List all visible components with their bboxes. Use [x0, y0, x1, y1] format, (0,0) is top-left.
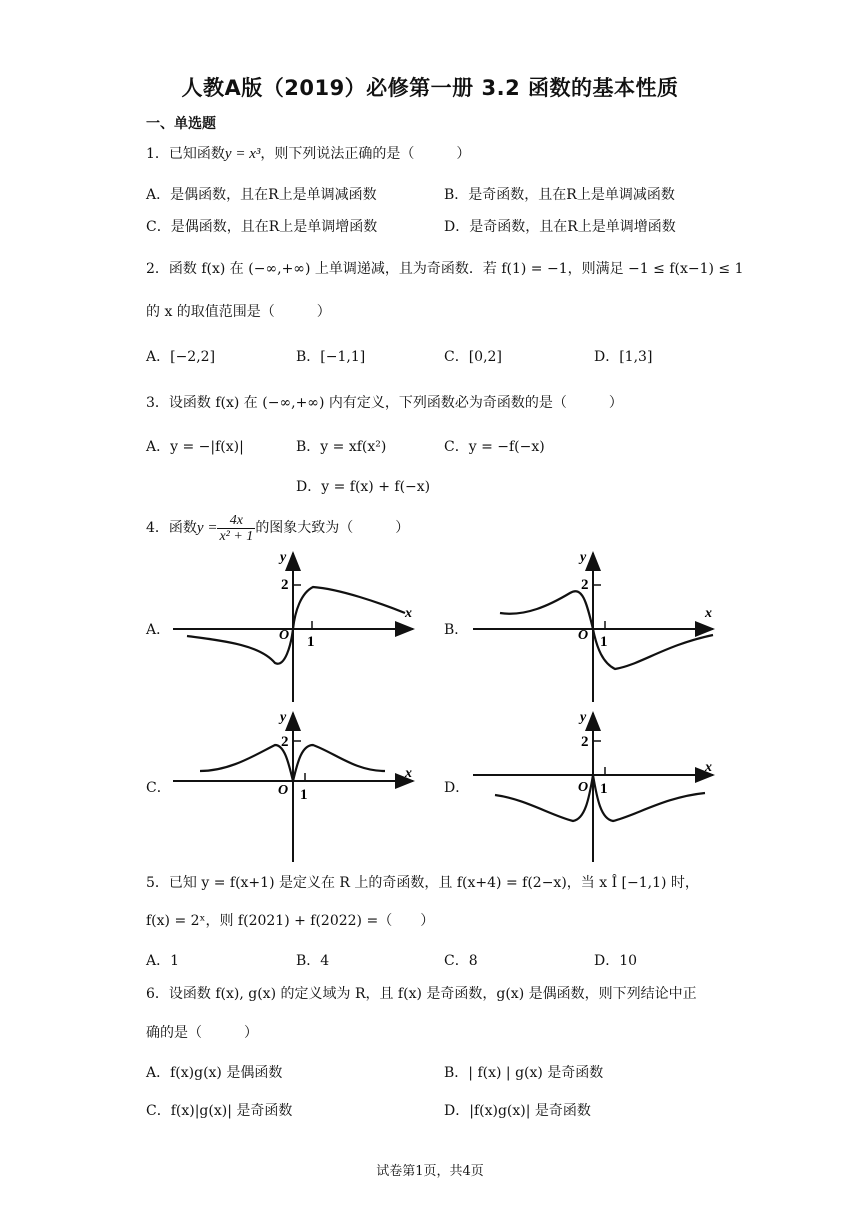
y-axis-label: y: [580, 710, 587, 725]
y-axis-label: y: [280, 710, 287, 725]
q5-option-b[interactable]: B．4: [296, 953, 330, 969]
q5-option-d[interactable]: D．10: [594, 953, 638, 969]
q4-stem-suffix: 的图象大致为（ ）: [255, 520, 410, 536]
q4-graph-a[interactable]: [165, 545, 420, 705]
q3-stem: 3．设函数 f(x) 在 (−∞,+∞) 内有定义，下列函数必为奇函数的是（ ）: [146, 395, 623, 411]
q4-graph-c[interactable]: [165, 705, 420, 865]
q5-option-a[interactable]: A．1: [146, 953, 180, 969]
q2-option-b[interactable]: B．[−1,1]: [296, 349, 366, 365]
x-axis-label: x: [705, 760, 712, 775]
page-title: 人教A版（2019）必修第一册 3.2 函数的基本性质: [181, 76, 679, 100]
q1-stem-suffix: ，则下列说法正确的是（ ）: [260, 146, 471, 162]
q5-stem-line2: f(x) = 2ˣ，则 f(2021) + f(2022) =（ ）: [146, 913, 435, 929]
q1-option-c[interactable]: C．是偶函数，且在R上是单调增函数: [146, 219, 378, 235]
x-tick-label: 1: [600, 634, 608, 650]
q3-option-d[interactable]: D．y = f(x) + f(−x): [296, 479, 431, 495]
q2-stem-line1: 2．函数 f(x) 在 (−∞,+∞) 上单调递减，且为奇函数．若 f(1) = −1，则满足 −1 ≤ f(x−1) ≤ 1: [146, 261, 744, 277]
x-axis-label: x: [705, 606, 712, 621]
origin-label: O: [578, 628, 589, 643]
q4-graph-b[interactable]: [465, 545, 720, 705]
x-axis-label: x: [405, 606, 412, 621]
q4-fraction-numerator: 4x: [217, 513, 255, 529]
y-tick-label: 2: [581, 577, 589, 593]
q6-stem-line1: 6．设函数 f(x), g(x) 的定义域为 R，且 f(x) 是奇函数，g(x) 是偶函数，则下列结论中正: [146, 986, 697, 1002]
q4-option-d-label[interactable]: D．: [444, 780, 470, 796]
q1-stem-prefix: 1．已知函数: [146, 146, 225, 162]
q6-stem-line2: 确的是（ ）: [146, 1025, 258, 1041]
q4-fraction: [217, 513, 255, 544]
q4-fraction-denominator: x² + 1: [219, 528, 254, 544]
y-tick-label: 2: [581, 734, 589, 750]
q4-option-b-label[interactable]: B．: [444, 622, 469, 638]
q6-option-d[interactable]: D．|f(x)g(x)| 是奇函数: [444, 1103, 591, 1119]
q5-option-c[interactable]: C．8: [444, 953, 478, 969]
y-axis-label: y: [580, 550, 587, 565]
q2-option-d[interactable]: D．[1,3]: [594, 349, 653, 365]
origin-label: O: [279, 628, 290, 643]
q3-option-c[interactable]: C．y = −f(−x): [444, 439, 545, 455]
q5-stem-line1: 5．已知 y = f(x+1) 是定义在 R 上的奇函数，且 f(x+4) = f(2−x)，当 x Î [−1,1) 时，: [146, 875, 699, 891]
q1-option-b[interactable]: B．是奇函数，且在R上是单调减函数: [444, 187, 675, 203]
x-axis-label: x: [405, 766, 412, 781]
q1-stem: [146, 144, 470, 164]
q4-func-lhs: y =: [196, 520, 218, 536]
section-heading: 一、单选题: [146, 116, 216, 132]
q1-option-a[interactable]: A．是偶函数，且在R上是单调减函数: [146, 187, 377, 203]
q4-option-a-label[interactable]: A．: [146, 622, 171, 638]
q2-option-a[interactable]: A．[−2,2]: [146, 349, 216, 365]
q6-option-b[interactable]: B．| f(x) | g(x) 是奇函数: [444, 1065, 604, 1081]
origin-label: O: [278, 783, 289, 798]
q3-option-b[interactable]: B．y = xf(x²): [296, 439, 387, 455]
q4-stem: [146, 510, 409, 546]
y-axis-label: y: [280, 550, 287, 565]
page-footer: 试卷第1页，共4页: [376, 1164, 484, 1179]
q2-option-c[interactable]: C．[0,2]: [444, 349, 502, 365]
q2-stem-line2: 的 x 的取值范围是（ ）: [146, 304, 331, 320]
function-curve: [500, 591, 713, 669]
x-tick-label: 1: [600, 781, 608, 797]
x-tick-label: 1: [307, 634, 315, 650]
x-tick-label: 1: [300, 787, 308, 803]
function-curve: [187, 587, 405, 664]
q6-option-a[interactable]: A．f(x)g(x) 是偶函数: [146, 1065, 283, 1081]
q1-option-d[interactable]: D．是奇函数，且在R上是单调增函数: [444, 219, 676, 235]
q4-stem-prefix: 4．函数: [146, 520, 197, 536]
q4-graph-d[interactable]: [465, 705, 720, 865]
q6-option-c[interactable]: C．f(x)|g(x)| 是奇函数: [146, 1103, 293, 1119]
q3-option-a[interactable]: A．y = −|f(x)|: [146, 439, 244, 455]
q4-option-c-label[interactable]: C．: [146, 780, 171, 796]
y-tick-label: 2: [281, 577, 289, 593]
y-tick-label: 2: [281, 734, 289, 750]
origin-label: O: [578, 780, 589, 795]
q1-stem-math: y = x³: [224, 146, 261, 162]
